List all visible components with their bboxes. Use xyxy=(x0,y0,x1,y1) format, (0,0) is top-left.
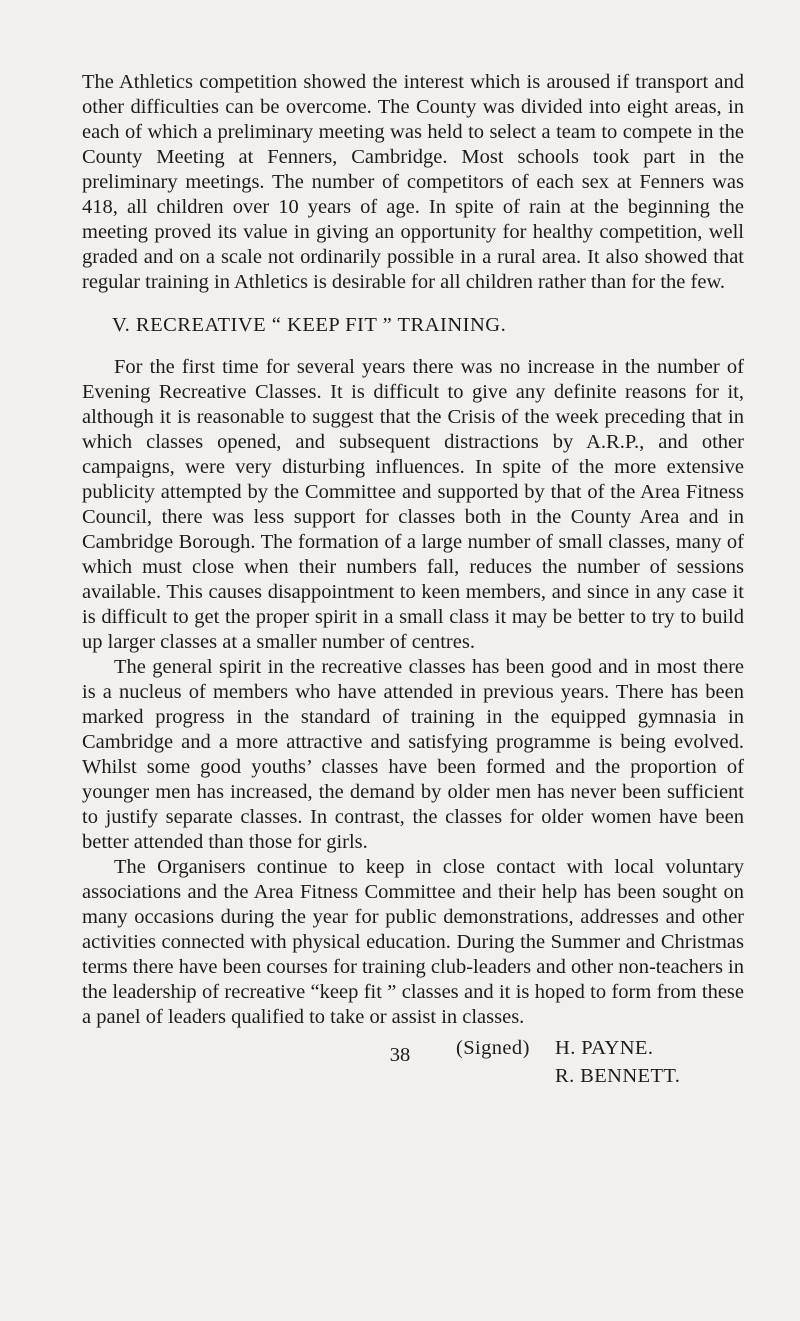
signed-label: (Signed) xyxy=(456,1037,530,1059)
paragraph-organisers: The Organisers continue to keep in close contact with local voluntary associations and the Area Fitness Committee and their help has been sought on many occasions during the year for public demonstrations, addresses and other activities connected with physical education. During the Summer and Christmas terms there have been courses for training club-leaders and other non-teachers in the leadership of recreative “keep fit ” classes and it is hoped to form from these a panel of leaders qualified to take or assist in classes. xyxy=(82,856,744,1028)
paragraph-evening-classes: For the first time for several years there was no increase in the number of Evening Recreative Classes. It is difficult to give any definite reasons for it, although it is reasonable to suggest that the Crisis of the week preceding that in which classes opened, and subsequent distractions by A.R.P., and other campaigns, were very disturbing influences. In spite of the more extensive publicity attempted by the Committee and supported by that of the Area Fitness Council, there was less support for classes both in the County Area and in Cambridge Borough. The formation of a large number of small classes, many of which must close when their numbers fall, reduces the number of sessions available. This causes disappointment to keen members, and since in any case it is difficult to get the proper spirit in a small class it may be better to try to build up larger classes at a smaller number of centres. xyxy=(82,356,744,653)
document-page xyxy=(82,70,744,1092)
section-heading: V. RECREATIVE “ KEEP FIT ” TRAINING. xyxy=(112,314,507,336)
page-number: 38 xyxy=(389,1044,411,1066)
paragraph-athletics: The Athletics competition showed the interest which is aroused if transport and other difficulties can be overcome. The County was divided into eight areas, in each of which a preliminary meeting was held to select a team to compete in the County Meeting at Fenners, Cambridge. Most schools took part in the preliminary meetings. The number of competitors of each sex at Fenners was 418, all children over 10 years of age. In spite of rain at the beginning the meeting proved its value in giving an opportunity for healthy competition, well graded and on a scale not ordinarily possible in a rural area. It also showed that regular training in Athletics is desirable for all children rather than for the few. xyxy=(82,71,744,293)
signatory-name: R. BENNETT. xyxy=(555,1065,681,1087)
signatory-name: H. PAYNE. xyxy=(555,1037,654,1059)
paragraph-general-spirit: The general spirit in the recreative classes has been good and in most there is a nucleus of members who have attended in previous years. There has been marked progress in the standard of training in the equipped gymnasia in Cambridge and a more attractive and satisfying programme is being evolved. Whilst some good youths’ classes have been formed and the proportion of younger men has increased, the demand by older men has never been sufficient to justify separate classes. In contrast, the classes for older women have been better attended than those for girls. xyxy=(82,656,744,853)
